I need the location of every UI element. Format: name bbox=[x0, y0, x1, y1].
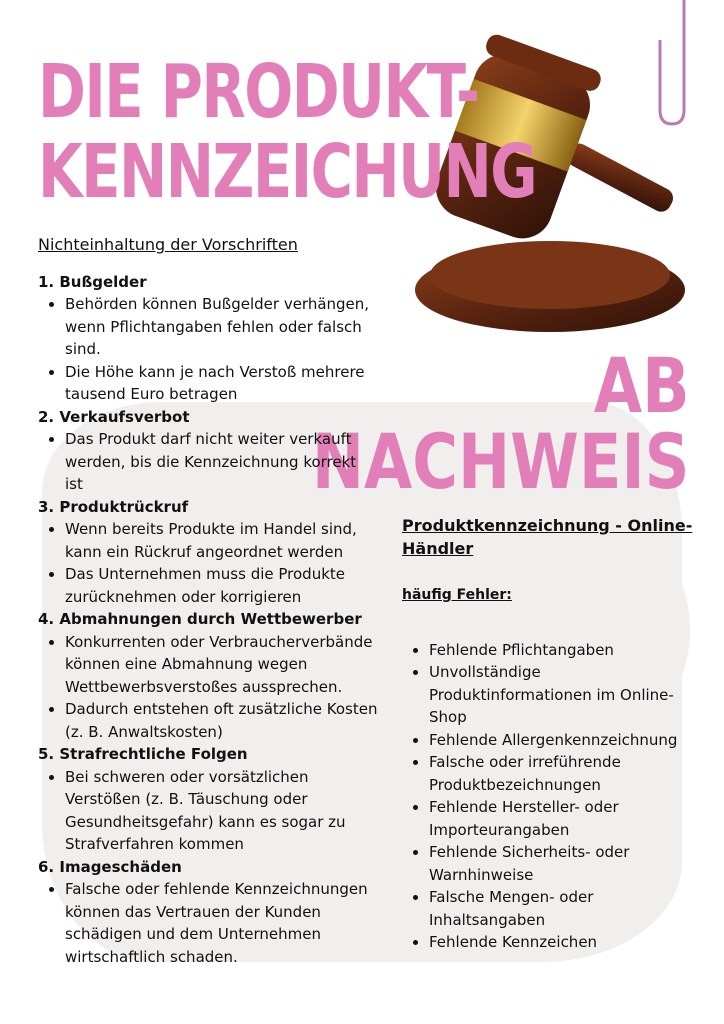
list-item: • Behörden können Bußgelder verhängen, wenn Pflichtangaben fehlen oder falsch sind. bbox=[65, 293, 378, 361]
list-item: • Die Höhe kann je nach Verstoß mehrere tausend Euro betragen bbox=[65, 361, 378, 406]
list-item: • Fehlende Kennzeichen bbox=[429, 931, 702, 954]
section-title: 4. Abmahnungen durch Wettbewerber bbox=[38, 610, 362, 628]
section-list bbox=[38, 766, 378, 856]
section-title: 6. Imageschäden bbox=[38, 857, 182, 876]
section-title: 2. Verkaufsverbot bbox=[38, 407, 190, 426]
list-item: • Das Unternehmen muss die Produkte zurücknehmen oder korrigieren bbox=[65, 563, 378, 608]
right-heading: Produktkennzeichnung - Online-Händler bbox=[402, 516, 693, 558]
left-heading: Nichteinhaltung der Vorschriften bbox=[38, 235, 298, 254]
list-item: • Dadurch entstehen oft zusätzliche Kosten (z. B. Anwaltskosten) bbox=[65, 698, 378, 743]
list-item: • Das Produkt darf nicht weiter verkauft werden, bis die Kennzeichnung korrekt ist bbox=[65, 428, 378, 496]
list-item: • Wenn bereits Produkte im Handel sind, kann ein Rückruf angeordnet werden bbox=[65, 518, 378, 563]
error-list bbox=[402, 639, 702, 954]
page-title bbox=[38, 49, 537, 215]
list-item: • Falsche Mengen- oder Inhaltsangaben bbox=[429, 886, 702, 931]
section-title: 5. Strafrechtliche Folgen bbox=[38, 745, 248, 763]
list-item: • Unvollständige Produktinformationen im Online-Shop bbox=[429, 661, 702, 729]
list-item: • Fehlende Hersteller- oder Importeurangaben bbox=[429, 796, 702, 841]
title-line-2: KENNZEICHUNG bbox=[38, 129, 537, 215]
section-list bbox=[38, 428, 378, 496]
list-item: • Fehlende Allergenkennzeichnung bbox=[429, 729, 702, 752]
list-item: • Konkurrenten oder Verbraucherverbände können eine Abmahnung wegen Wettbewerbsverstoßes aussprechen. bbox=[65, 631, 378, 699]
title-line-1: DIE PRODUKT- bbox=[38, 49, 479, 135]
left-column bbox=[38, 234, 378, 968]
ab-line-1: AB bbox=[594, 341, 690, 430]
section-title: 3. Produktrückruf bbox=[38, 497, 189, 516]
ab-line-2: NACHWEIS bbox=[312, 417, 690, 506]
list-item: • Bei schweren oder vorsätzlichen Verstößen (z. B. Täuschung oder Gesundheitsgefahr) kann es sogar zu Strafverfahren kommen bbox=[65, 766, 378, 856]
section-title: 1. Bußgelder bbox=[38, 272, 147, 291]
section-list bbox=[38, 293, 378, 406]
section-list bbox=[38, 631, 378, 744]
section-list bbox=[38, 518, 378, 608]
list-item: • Fehlende Sicherheits- oder Warnhinweise bbox=[429, 841, 702, 886]
right-column bbox=[402, 514, 702, 954]
section-list bbox=[38, 878, 378, 968]
list-item: • Falsche oder irreführende Produktbezeichnungen bbox=[429, 751, 702, 796]
list-item: • Falsche oder fehlende Kennzeichnungen können das Vertrauen der Kunden schädigen und dem Unternehmen wirtschaftlich schaden. bbox=[65, 878, 378, 968]
list-item: • Fehlende Pflichtangaben bbox=[429, 639, 702, 662]
right-subheading: häufig Fehler: bbox=[402, 587, 512, 603]
